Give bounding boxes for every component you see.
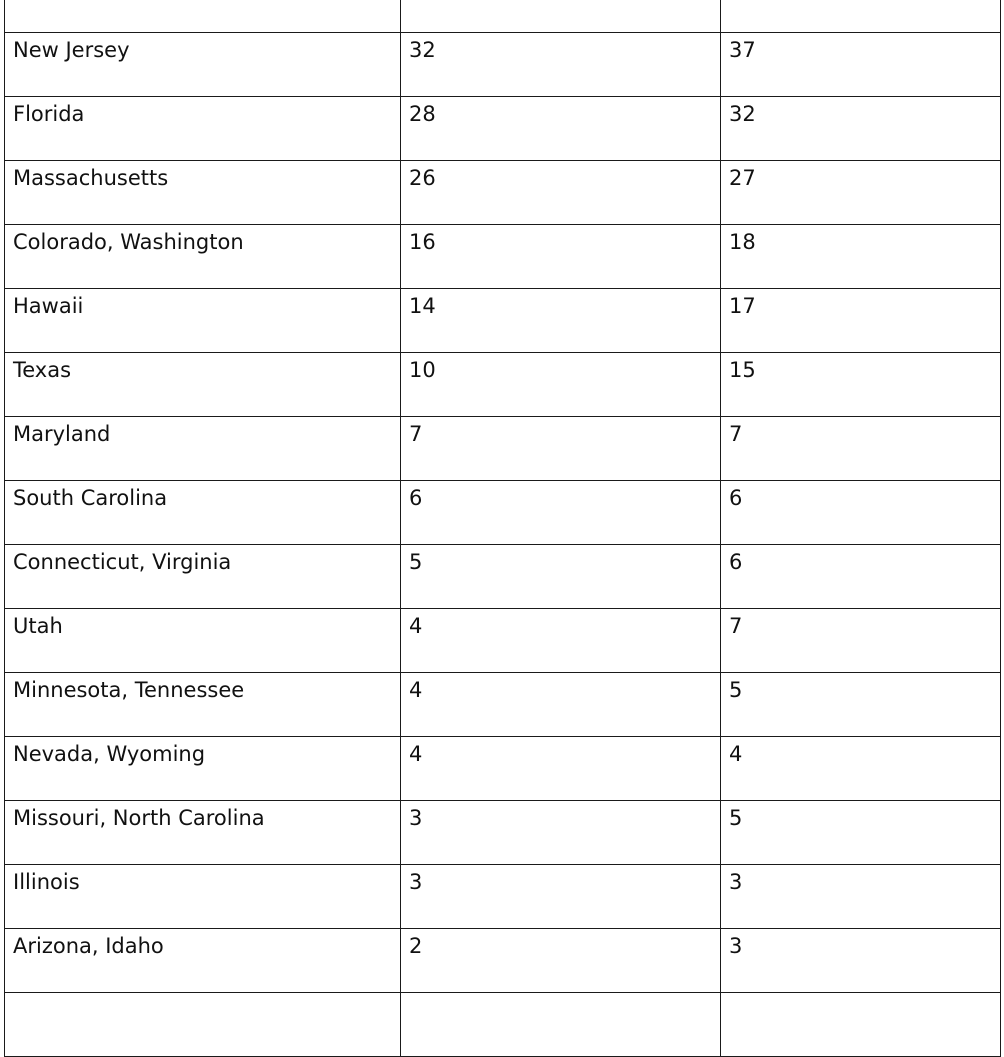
table-row — [5, 801, 1001, 865]
value-cell-1: 10 — [401, 353, 721, 417]
value-cell-2: 4 — [721, 737, 1001, 801]
value-cell-2: 6 — [721, 545, 1001, 609]
state-cell: Arizona, Idaho — [5, 929, 401, 993]
value-cell-2: 6 — [721, 481, 1001, 545]
table-row — [5, 993, 1001, 1057]
table-row — [5, 929, 1001, 993]
value-cell-2: 27 — [721, 161, 1001, 225]
value-cell-1: 32 — [401, 33, 721, 97]
table-row — [5, 609, 1001, 673]
value-cell-1: 28 — [401, 97, 721, 161]
table-row — [5, 225, 1001, 289]
table-row — [5, 417, 1001, 481]
state-cell: Hawaii — [5, 289, 401, 353]
value-cell-1: 4 — [401, 737, 721, 801]
state-cell: Florida — [5, 97, 401, 161]
state-cell — [5, 0, 401, 33]
state-cell: Missouri, North Carolina — [5, 801, 401, 865]
state-cell: Colorado, Washington — [5, 225, 401, 289]
state-cell: Massachusetts — [5, 161, 401, 225]
table-row — [5, 33, 1001, 97]
value-cell-1: 4 — [401, 609, 721, 673]
table-row — [5, 545, 1001, 609]
value-cell-2 — [721, 0, 1001, 33]
value-cell-1 — [401, 0, 721, 33]
table-row — [5, 97, 1001, 161]
value-cell-2: 32 — [721, 97, 1001, 161]
value-cell-2: 7 — [721, 609, 1001, 673]
value-cell-2: 3 — [721, 865, 1001, 929]
value-cell-2: 7 — [721, 417, 1001, 481]
value-cell-1: 3 — [401, 801, 721, 865]
table-row — [5, 737, 1001, 801]
value-cell-2: 3 — [721, 929, 1001, 993]
table-row — [5, 289, 1001, 353]
state-cell: Nevada, Wyoming — [5, 737, 401, 801]
value-cell-1: 7 — [401, 417, 721, 481]
value-cell-2: 5 — [721, 673, 1001, 737]
value-cell-2 — [721, 993, 1001, 1057]
value-cell-2: 18 — [721, 225, 1001, 289]
value-cell-2: 17 — [721, 289, 1001, 353]
value-cell-1: 14 — [401, 289, 721, 353]
value-cell-1: 5 — [401, 545, 721, 609]
value-cell-1: 26 — [401, 161, 721, 225]
state-cell: South Carolina — [5, 481, 401, 545]
state-cell: Texas — [5, 353, 401, 417]
value-cell-2: 5 — [721, 801, 1001, 865]
table-row — [5, 0, 1001, 33]
table-row — [5, 353, 1001, 417]
state-cell: Utah — [5, 609, 401, 673]
state-data-table — [4, 0, 1001, 1057]
table-row — [5, 865, 1001, 929]
table-row — [5, 481, 1001, 545]
state-cell: Illinois — [5, 865, 401, 929]
value-cell-1: 2 — [401, 929, 721, 993]
value-cell-2: 37 — [721, 33, 1001, 97]
value-cell-1: 16 — [401, 225, 721, 289]
value-cell-1: 6 — [401, 481, 721, 545]
state-cell: New Jersey — [5, 33, 401, 97]
value-cell-1 — [401, 993, 721, 1057]
state-cell: Minnesota, Tennessee — [5, 673, 401, 737]
value-cell-2: 15 — [721, 353, 1001, 417]
table-row — [5, 673, 1001, 737]
table-body — [5, 0, 1001, 1057]
value-cell-1: 4 — [401, 673, 721, 737]
state-cell: Maryland — [5, 417, 401, 481]
state-cell — [5, 993, 401, 1057]
state-cell: Connecticut, Virginia — [5, 545, 401, 609]
value-cell-1: 3 — [401, 865, 721, 929]
table-row — [5, 161, 1001, 225]
